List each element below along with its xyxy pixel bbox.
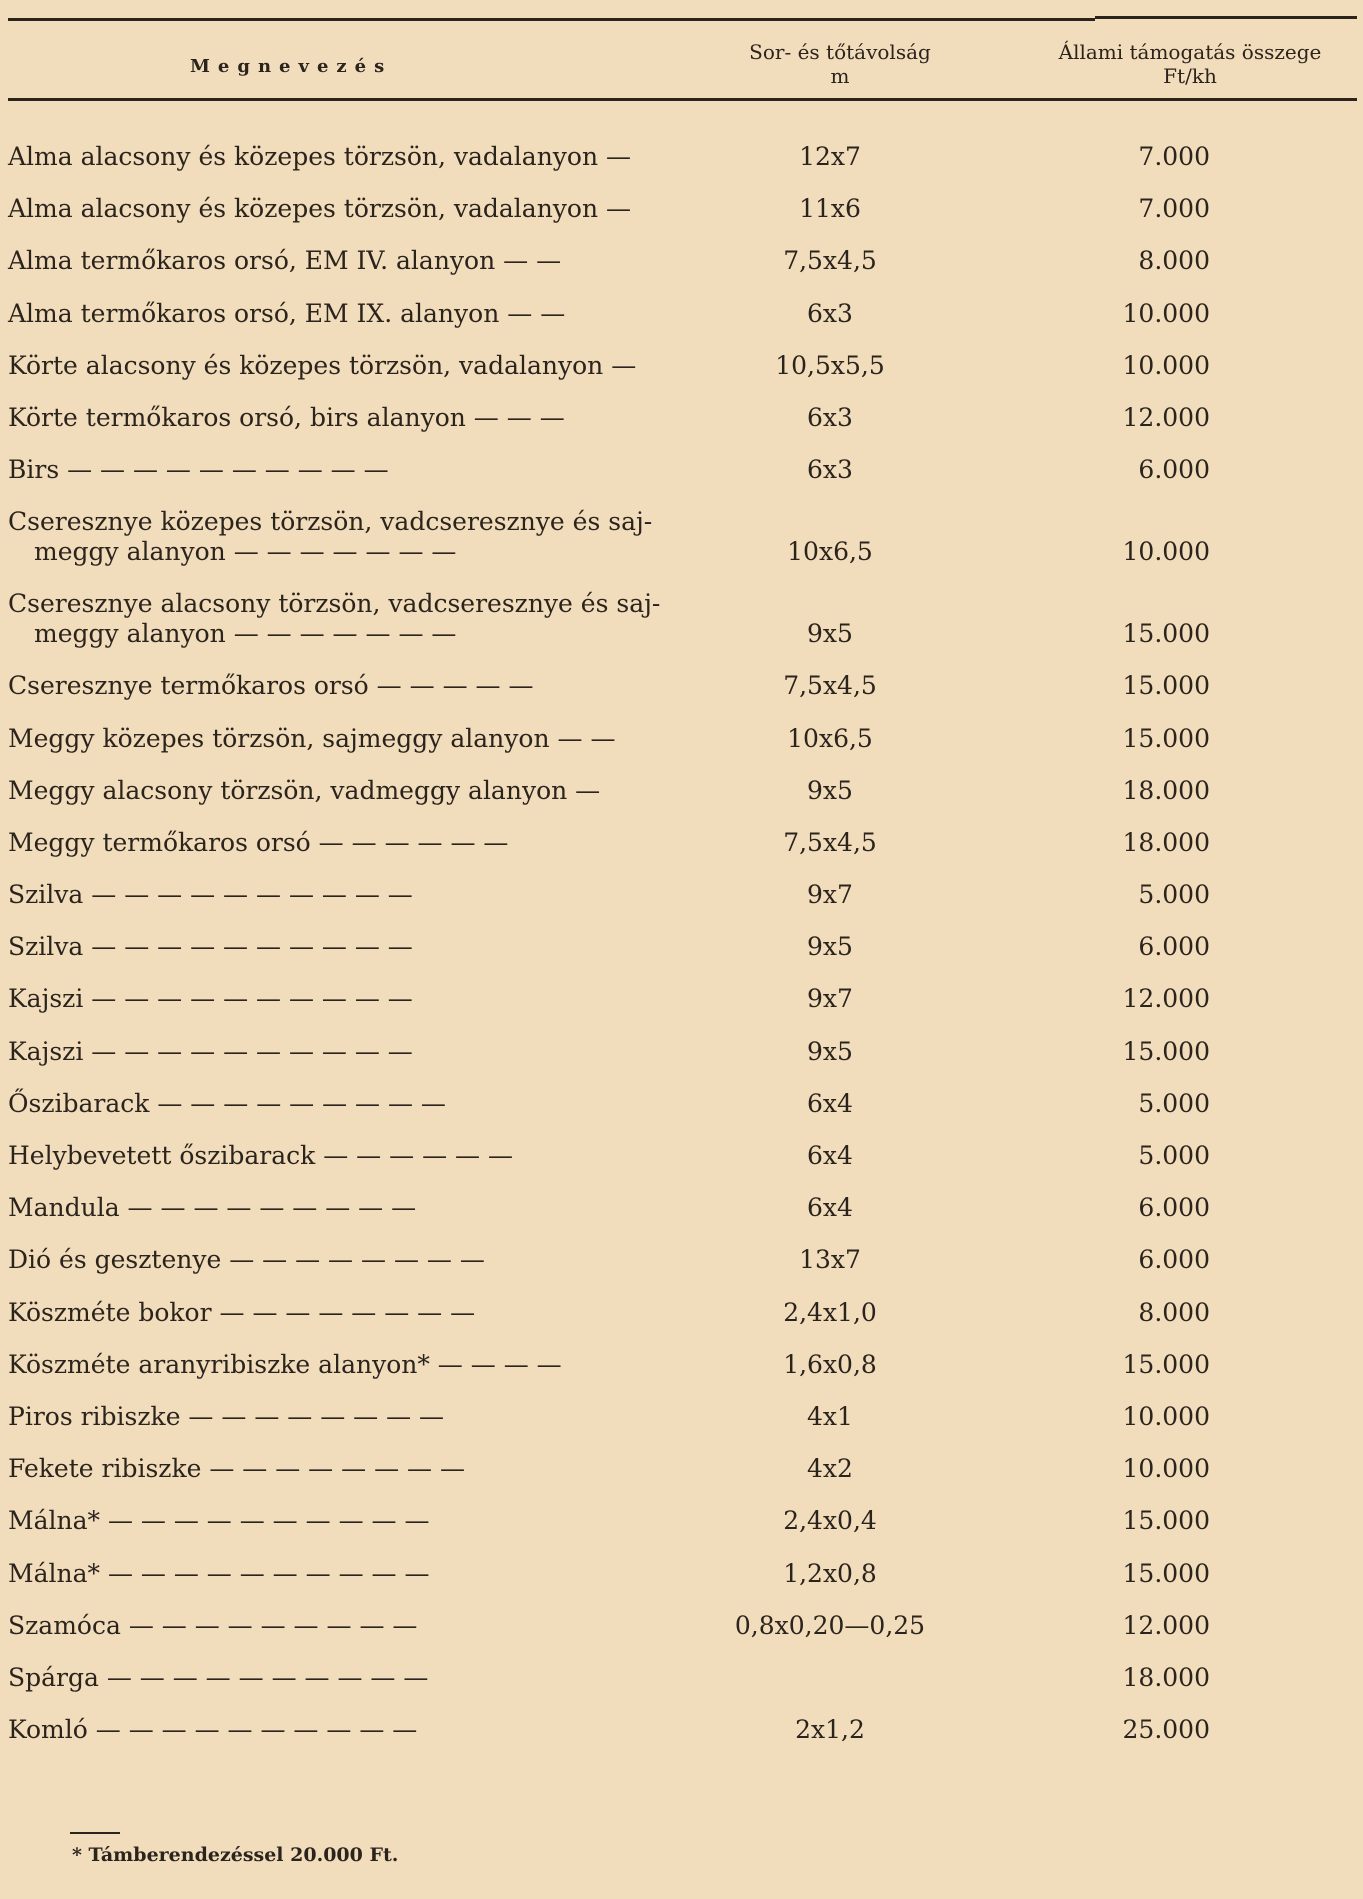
- footnote-rule: [70, 1832, 120, 1834]
- column-header-support-title: Állami támogatás összege: [1058, 40, 1322, 64]
- table-row: [0, 285, 1363, 337]
- table-row: [0, 1023, 1363, 1075]
- row-name: [8, 1245, 668, 1275]
- row-name-line: Szilva — — — — — — — — — —: [8, 932, 413, 962]
- top-rule: [8, 18, 1095, 21]
- row-name-line: Alma alacsony és közepes törzsön, vadalanyon —: [8, 142, 632, 171]
- row-name-line: Cseresznye alacsony törzsön, vadcseresznye és saj-: [8, 589, 661, 619]
- row-spacing: 12x7: [799, 142, 861, 171]
- top-rule-right: [1095, 16, 1357, 19]
- table-row: [0, 1701, 1363, 1753]
- row-spacing: 10x6,5: [787, 723, 873, 753]
- row-name: [8, 880, 668, 910]
- row-name: [8, 984, 668, 1014]
- row-spacing: 7,5x4,5: [783, 827, 877, 857]
- row-name: [8, 142, 668, 172]
- row-name-line: Piros ribiszke — — — — — — — —: [8, 1401, 445, 1431]
- row-support: 7.000: [1138, 194, 1210, 224]
- row-name: [8, 1298, 668, 1328]
- table-row: [0, 493, 1363, 575]
- row-name: [8, 455, 668, 485]
- row-spacing: 9x7: [807, 984, 853, 1014]
- row-name: [8, 194, 668, 224]
- row-support: 5.000: [1138, 880, 1210, 910]
- row-name: [8, 1141, 668, 1171]
- row-spacing: 9x5: [807, 1036, 853, 1066]
- row-spacing: 0,8x0,20—0,25: [734, 1610, 926, 1640]
- table-row: [0, 970, 1363, 1022]
- row-name: [8, 1089, 668, 1119]
- table-body: [0, 128, 1363, 1753]
- row-name: [8, 671, 668, 701]
- row-name-line: Málna* — — — — — — — — — —: [8, 1506, 430, 1536]
- column-header-name: Megnevezés: [190, 56, 393, 77]
- row-name-line: Kajszi — — — — — — — — — —: [8, 1036, 413, 1066]
- column-header-support: [1020, 40, 1360, 88]
- row-support: 15.000: [1122, 671, 1210, 701]
- row-spacing: 7,5x4,5: [783, 671, 877, 701]
- header-bottom-rule: [8, 98, 1357, 101]
- row-support: 12.000: [1122, 1610, 1210, 1640]
- row-support: 10.000: [1122, 350, 1210, 380]
- row-spacing: 7,5x4,5: [783, 246, 877, 276]
- row-spacing: 4x2: [807, 1454, 853, 1484]
- row-spacing: 6x4: [807, 1141, 853, 1170]
- row-support: 5.000: [1138, 1141, 1210, 1170]
- row-spacing: 2,4x0,4: [783, 1506, 877, 1536]
- row-support: 8.000: [1138, 246, 1210, 276]
- row-name: [8, 828, 668, 858]
- row-support: 10.000: [1122, 537, 1210, 567]
- table-row: [0, 814, 1363, 866]
- table-row: [0, 232, 1363, 284]
- row-support: 5.000: [1138, 1088, 1210, 1118]
- row-spacing: 9x5: [807, 619, 853, 649]
- row-support: 12.000: [1122, 402, 1210, 432]
- row-name: [8, 1559, 668, 1589]
- row-name-line: Alma termőkaros orsó, EM IV. alanyon — —: [8, 246, 562, 276]
- row-spacing: 6x3: [807, 455, 853, 485]
- row-spacing: 6x4: [807, 1088, 853, 1118]
- table-row: [0, 1284, 1363, 1336]
- column-header-spacing-title: Sor- és tőtávolság: [749, 40, 931, 64]
- table-row: [0, 1075, 1363, 1127]
- table-row: [0, 762, 1363, 814]
- row-spacing: 2,4x1,0: [783, 1297, 877, 1327]
- table-row: [0, 128, 1363, 180]
- table-row: [0, 1388, 1363, 1440]
- row-name: [8, 246, 668, 276]
- row-support: 25.000: [1122, 1715, 1210, 1745]
- row-name-line: Alma alacsony és közepes törzsön, vadalanyon —: [8, 194, 632, 224]
- row-name: [8, 589, 668, 649]
- row-spacing: 4x1: [807, 1401, 853, 1431]
- table-row: [0, 1336, 1363, 1388]
- column-header-spacing-unit: m: [830, 64, 850, 88]
- row-support: 15.000: [1122, 1349, 1210, 1379]
- row-spacing: 10,5x5,5: [775, 350, 885, 380]
- table-row: [0, 1179, 1363, 1231]
- row-name: [8, 1663, 668, 1693]
- table-row: [0, 389, 1363, 441]
- row-name-line: Fekete ribiszke — — — — — — — —: [8, 1454, 465, 1484]
- row-name-line: Körte termőkaros orsó, birs alanyon — — —: [8, 402, 565, 432]
- row-name-line: Meggy alacsony törzsön, vadmeggy alanyon —: [8, 775, 601, 805]
- row-name: [8, 932, 668, 962]
- table-row: [0, 180, 1363, 232]
- table-row: [0, 1231, 1363, 1283]
- row-name: [8, 1193, 668, 1223]
- row-name-line: Szamóca — — — — — — — — —: [8, 1610, 418, 1640]
- row-name: [8, 351, 668, 381]
- row-name-line: Helybevetett őszibarack — — — — — —: [8, 1141, 513, 1170]
- row-name: [8, 403, 668, 433]
- row-name-line: Meggy termőkaros orsó — — — — — —: [8, 827, 509, 857]
- row-name-line: Köszméte aranyribiszke alanyon* — — — —: [8, 1349, 562, 1379]
- row-support: 15.000: [1122, 723, 1210, 753]
- row-spacing: 9x5: [807, 775, 853, 805]
- row-name: [8, 1715, 668, 1745]
- row-name-line: Komló — — — — — — — — — —: [8, 1715, 418, 1745]
- row-support: 10.000: [1122, 1454, 1210, 1484]
- row-support: 6.000: [1138, 1193, 1210, 1223]
- row-spacing: 1,6x0,8: [783, 1349, 877, 1379]
- row-support: 18.000: [1122, 775, 1210, 805]
- row-spacing: 9x5: [807, 932, 853, 962]
- row-name-line: Őszibarack — — — — — — — — —: [8, 1088, 446, 1118]
- row-spacing: 6x4: [807, 1193, 853, 1223]
- row-name-line: Birs — — — — — — — — — —: [8, 455, 389, 485]
- row-name-line: Mandula — — — — — — — — —: [8, 1193, 417, 1223]
- column-header-support-unit: Ft/kh: [1163, 64, 1217, 88]
- table-row: [0, 657, 1363, 709]
- row-spacing: 13x7: [799, 1245, 861, 1275]
- row-support: 10.000: [1122, 1401, 1210, 1431]
- column-header-spacing: [700, 40, 980, 88]
- row-name-line: Körte alacsony és közepes törzsön, vadalanyon —: [8, 350, 637, 380]
- row-name: [8, 724, 668, 754]
- row-spacing: 10x6,5: [787, 537, 873, 567]
- row-spacing: 1,2x0,8: [783, 1558, 877, 1588]
- row-name-line: Dió és gesztenye — — — — — — — —: [8, 1245, 485, 1275]
- row-support: 7.000: [1138, 142, 1210, 171]
- row-name: [8, 1402, 668, 1432]
- row-support: 6.000: [1138, 1245, 1210, 1275]
- row-name: [8, 1611, 668, 1641]
- table-row: [0, 1597, 1363, 1649]
- row-spacing: 6x3: [807, 402, 853, 432]
- table-row: [0, 866, 1363, 918]
- row-support: 15.000: [1122, 1506, 1210, 1536]
- row-name-line: Spárga — — — — — — — — — —: [8, 1662, 429, 1692]
- row-support: 8.000: [1138, 1297, 1210, 1327]
- row-name: [8, 776, 668, 806]
- row-name-line: Kajszi — — — — — — — — — —: [8, 984, 413, 1014]
- row-name-line: Cseresznye közepes törzsön, vadcseresznye és saj-: [8, 507, 653, 537]
- table-row: [0, 710, 1363, 762]
- table-row: [0, 337, 1363, 389]
- table-row: [0, 1545, 1363, 1597]
- row-name-line: Meggy közepes törzsön, sajmeggy alanyon — —: [8, 723, 616, 753]
- table-row: [0, 918, 1363, 970]
- table-row: [0, 441, 1363, 493]
- row-spacing: 11x6: [799, 194, 861, 224]
- row-support: 15.000: [1122, 1036, 1210, 1066]
- row-support: 12.000: [1122, 984, 1210, 1014]
- row-spacing: 6x3: [807, 298, 853, 328]
- row-name-line: Málna* — — — — — — — — — —: [8, 1558, 430, 1588]
- row-support: 15.000: [1122, 1558, 1210, 1588]
- row-support: 6.000: [1138, 455, 1210, 485]
- footnote: * Támberendezéssel 20.000 Ft.: [72, 1844, 399, 1866]
- row-spacing: 2x1,2: [795, 1715, 865, 1745]
- table-row: [0, 1440, 1363, 1492]
- table-row: [0, 1127, 1363, 1179]
- row-name: [8, 507, 668, 567]
- row-support: 6.000: [1138, 932, 1210, 962]
- row-name: [8, 1037, 668, 1067]
- row-support: 15.000: [1122, 619, 1210, 649]
- row-spacing: 9x7: [807, 880, 853, 910]
- row-support: 10.000: [1122, 298, 1210, 328]
- row-name: [8, 1350, 668, 1380]
- row-name: [8, 299, 668, 329]
- row-name-line: Szilva — — — — — — — — — —: [8, 880, 413, 910]
- row-name-line: Cseresznye termőkaros orsó — — — — —: [8, 671, 534, 701]
- row-support: 18.000: [1122, 1662, 1210, 1692]
- table-row: [0, 1649, 1363, 1701]
- row-name-line: meggy alanyon — — — — — — —: [34, 619, 457, 649]
- row-name-line: Köszméte bokor — — — — — — — —: [8, 1297, 476, 1327]
- row-name-line: Alma termőkaros orsó, EM IX. alanyon — —: [8, 298, 566, 328]
- row-support: 18.000: [1122, 827, 1210, 857]
- table-row: [0, 1492, 1363, 1544]
- row-name: [8, 1454, 668, 1484]
- row-name: [8, 1506, 668, 1536]
- row-name-line: meggy alanyon — — — — — — —: [34, 537, 457, 567]
- table-row: [0, 575, 1363, 657]
